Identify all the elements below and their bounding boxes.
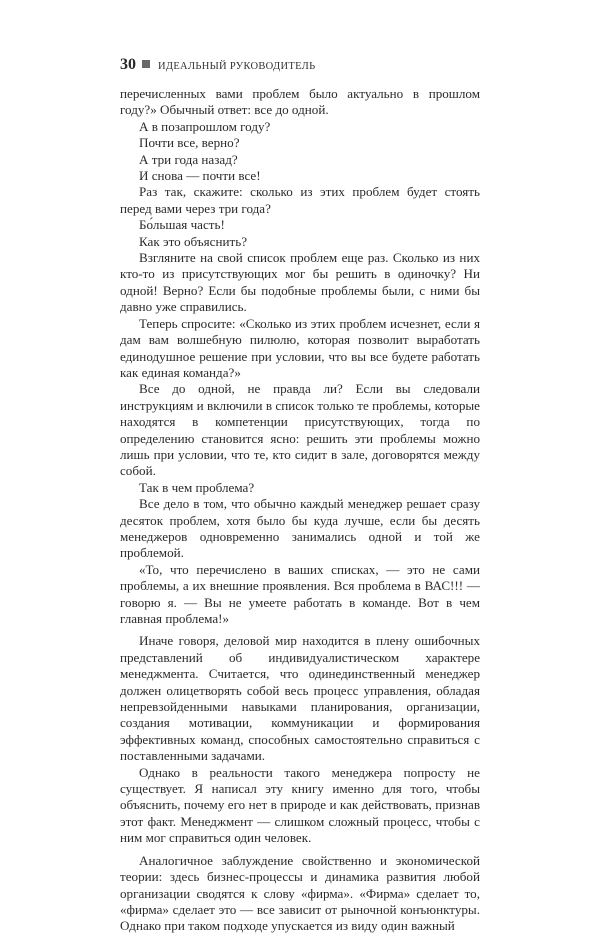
page-number: 30 bbox=[120, 56, 136, 73]
paragraph: Аналогичное заблуждение свойственно и экономической теории: здесь бизнес-процессы и динамика развития любой организации сводятся к слову «фирма». «Фирма» сделает то, «фирма» сделает это — все зависит от рыночной конъюнктуры. Однако при таком подходе упускается из виду один важный bbox=[120, 852, 480, 934]
paragraph: перечисленных вами проблем было актуально в прошлом году?» Обычный ответ: все до одной. bbox=[120, 86, 480, 118]
paragraph: «То, что перечислено в ваших списках, — это не сами проблемы, а их внешние проявления. Вся проблема в ВАС!!! — говорю я. — Вы не умеете работать в команде. Вот в чем главная проблема!» bbox=[120, 561, 480, 626]
square-bullet-icon bbox=[142, 60, 150, 68]
paragraph: Так в чем проблема? bbox=[139, 479, 255, 495]
paragraph: А три года назад? bbox=[139, 151, 238, 167]
paragraph: Иначе говоря, деловой мир находится в плену ошибочных представлений об индивидуалистическом характере менеджмента. Считается, что одинединственный менеджер должен олицетворять собой весь процесс управления, обладая непревзойденными навыками планирования, организации, создания мотивации, коммуникации и формирования эффективных команд, способных самостоятельно справиться с поставленными задачами. bbox=[120, 633, 480, 764]
paragraph: Все дело в том, что обычно каждый менеджер решает сразу десяток проблем, хотя было бы куда лучше, если бы десять менеджеров одновременно занимались одной и той же проблемой. bbox=[120, 496, 480, 561]
paragraph: И снова — почти все! bbox=[139, 168, 261, 184]
page-header bbox=[120, 56, 315, 74]
paragraph: Взгляните на свой список проблем еще раз. Сколько из них кто-то из присутствующих мог бы решить в одиночку? Ни одной! Верно? Если бы подобные проблемы были, с ними бы давно уже справились. bbox=[120, 250, 480, 315]
paragraph: А в позапрошлом году? bbox=[139, 118, 271, 134]
paragraph: Теперь спросите: «Сколько из этих проблем исчезнет, если я дам вам волшебную пилюлю, которая позволит выработать единодушное решение при условии, что вы все будете работать как единая команда?» bbox=[120, 315, 480, 380]
page-body bbox=[120, 86, 480, 935]
paragraph: Все до одной, не правда ли? Если вы следовали инструкциям и включили в список только те проблемы, которые находятся в компетенции присутствующих, тогда по определению становится ясно: решить эти проблемы можно лишь при условии, что те, кто сидит в зале, договорятся между собой. bbox=[120, 381, 480, 479]
paragraph: Почти все, верно? bbox=[139, 135, 240, 151]
paragraph: Раз так, скажите: сколько из этих проблем будет стоять перед вами через три года? bbox=[120, 184, 480, 216]
paragraph: Бо́льшая часть! bbox=[139, 217, 225, 233]
running-title: ИДЕАЛЬНЫЙ РУКОВОДИТЕЛЬ bbox=[158, 61, 316, 72]
paragraph: Однако в реальности такого менеджера попросту не существует. Я написал эту книгу именно для того, чтобы объяснить, почему его нет в природе и как действовать, признав этот факт. Менеджмент — слишком сложный процесс, чтобы с ним мог справиться один человек. bbox=[120, 764, 480, 846]
paragraph: Как это объяснить? bbox=[139, 233, 248, 249]
